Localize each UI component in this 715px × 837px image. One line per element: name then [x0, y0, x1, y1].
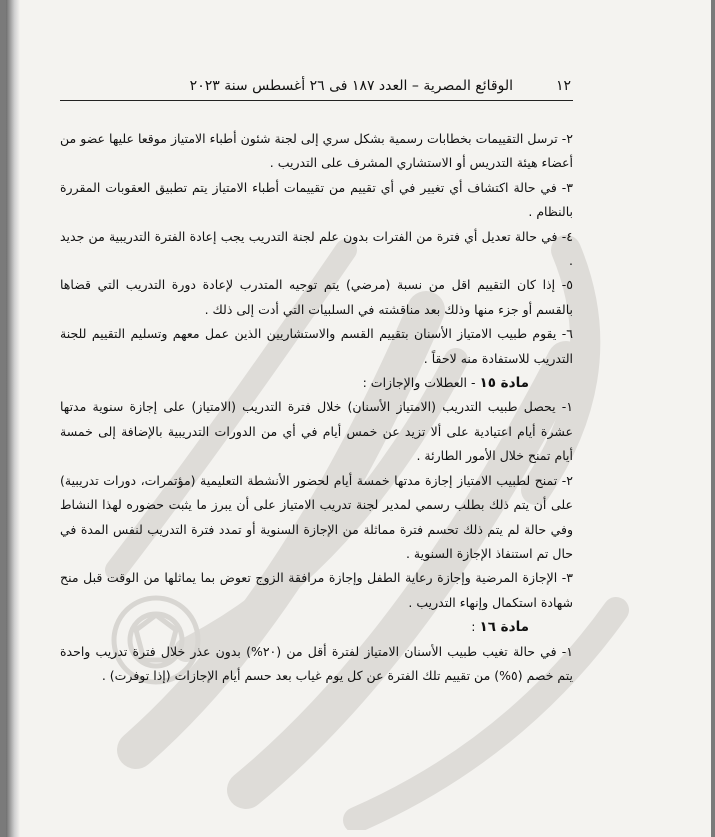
document-content	[60, 76, 573, 688]
article-heading	[60, 615, 573, 639]
article-number: مادة ١٦	[479, 619, 529, 636]
page-number: ١٢	[555, 78, 571, 94]
article-subtitle: - العطلات والإجازات :	[362, 375, 480, 391]
gazette-title: الوقائع المصرية – العدد ١٨٧ فى ٢٦ أغسطس سنة ٢٠٢٣	[189, 78, 513, 94]
paragraph: ٢- تمنح لطبيب الامتياز إجازة مدتها خمسة أيام لحضور الأنشطة التعليمية (مؤتمرات، دورات تدريبية) على أن يتم ذلك بطلب رسمي لمدير لجنة تدريب الامتياز على أن يبرز ما يثبت حضوره لهذا النشاط وفي حالة لم يتم ذلك تحسم فترة مماثلة من الإجازة السنوية أو تمدد فترة التدريب لنفس المدة في حال تم استنفاذ الإجازة السنوية .	[60, 472, 573, 561]
document-page	[6, 0, 711, 837]
paragraph: ٥- إذا كان التقييم اقل من نسبة (مرضي) يتم توجيه المتدرب لإعادة دورة التدريب التي قضاها بالقسم أو جزء منها وذلك بعد مناقشته في السلبيات التي أدت إلى ذلك .	[60, 277, 573, 317]
paragraph: ٣- الإجازة المرضية وإجازة رعاية الطفل وإجازة مرافقة الزوج تعوض بما يماثلها من الوقت قبل منح شهادة استكمال وإنهاء التدريب .	[60, 570, 573, 610]
paragraph: ٣- في حالة اكتشاف أي تغيير في أي تقييم من تقييمات أطباء الامتياز يتم تطبيق العقوبات المقررة بالنظام .	[60, 179, 573, 220]
paragraph: ٦- يقوم طبيب الامتياز الأسنان بتقييم القسم والاستشاريين الذين عمل معهم وتسليم التقييم للجنة التدريب للاستفادة منه لاحقاً .	[60, 326, 573, 366]
paragraph: ٤- في حالة تعديل أي فترة من الفترات بدون علم لجنة التدريب يجب إعادة الفترة التدريبية من جديد .	[60, 228, 573, 269]
paragraph: ١- يحصل طبيب التدريب (الامتياز الأسنان) خلال فترة التدريب (الامتياز) على إجازة سنوية مدتها عشرة أيام اعتيادية على ألا تزيد عن خمس أيام في أي من الدورات التدريبية بالإضافة إلى خمسة أيام تمنح خلال الأمور الطارئة .	[60, 399, 573, 464]
article-heading	[60, 371, 573, 395]
article-number: مادة ١٥	[479, 375, 529, 392]
page-edge-shadow	[6, 0, 20, 837]
article-subtitle: :	[471, 619, 480, 635]
paragraph: ١- في حالة تغيب طبيب الأسنان الامتياز لفترة أقل من (٢٠%) بدون عذر خلال فترة تدريب واحدة يتم خصم (٥%) من تقييم تلك الفترة عن كل يوم غياب بعد حسم أيام الإجازات (إذا توفرت) .	[60, 643, 573, 683]
paragraph: ٢- ترسل التقييمات بخطابات رسمية بشكل سري إلى لجنة شئون أطباء الامتياز موقعا عليها عضو من أعضاء هيئة التدريس أو الاستشاري المشرف على التدريب .	[60, 131, 573, 171]
page-header	[60, 76, 573, 101]
